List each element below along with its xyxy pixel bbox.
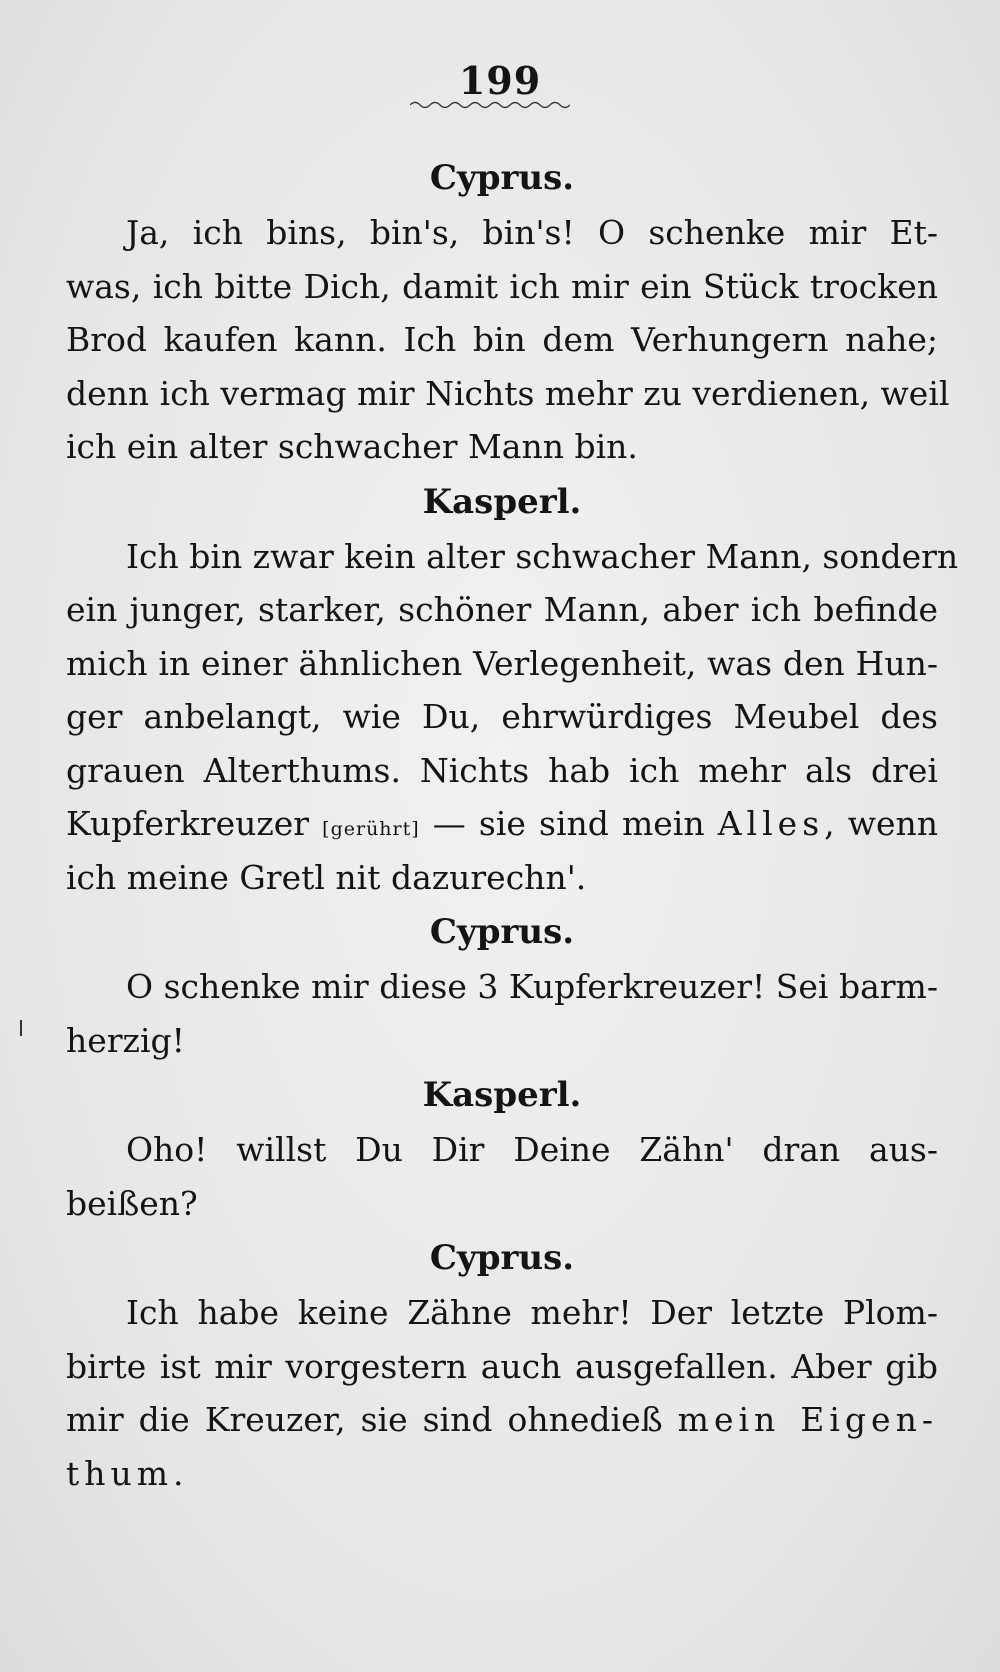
speech-block bbox=[66, 960, 938, 1067]
text-segment: — sie sind mein bbox=[419, 804, 718, 843]
text-line bbox=[66, 1447, 938, 1501]
speaker-name: Cyprus. bbox=[429, 158, 575, 198]
text-line: ger anbelangt, wie Du, ehrwürdiges Meubel des bbox=[66, 697, 938, 736]
speech-block bbox=[66, 530, 959, 905]
speaker-name: Kasperl. bbox=[422, 1075, 582, 1115]
text-line: beißen? bbox=[66, 1183, 198, 1223]
speech-block bbox=[66, 206, 950, 474]
text-line: grauen Alterthums. Nichts hab ich mehr als drei bbox=[66, 750, 938, 790]
text-line: denn ich vermag mir Nichts mehr zu verdienen, weil bbox=[66, 373, 950, 413]
emphasized-text: thum. bbox=[66, 1453, 189, 1493]
text-line: herzig! bbox=[66, 1020, 185, 1060]
text-line: Ja, ich bins, bin's, bin's! O schenke mir Et- bbox=[126, 213, 938, 252]
stage-direction: [gerührt] bbox=[322, 818, 420, 840]
text-line: ich meine Gretl nit dazurechn'. bbox=[66, 857, 587, 897]
text-segment: mir die Kreuzer, sie sind ohnedieß bbox=[66, 1400, 678, 1439]
text-line: mich in einer ähnlichen Verlegenheit, was den Hun- bbox=[66, 643, 938, 683]
speaker-name: Cyprus. bbox=[429, 912, 575, 952]
speaker-name: Kasperl. bbox=[422, 481, 582, 522]
text-line bbox=[66, 797, 938, 851]
speech-block bbox=[66, 1286, 938, 1500]
text-line: ein junger, starker, schöner Mann, aber ich befinde bbox=[66, 590, 938, 629]
text-segment: Kupferkreuzer bbox=[66, 804, 323, 843]
speech-block bbox=[66, 1123, 938, 1230]
play-text bbox=[66, 150, 959, 1500]
text-line: birte ist mir vorgestern auch ausgefallen. Aber gib bbox=[66, 1346, 938, 1386]
page-number: 199 bbox=[458, 58, 542, 103]
margin-mark bbox=[20, 1020, 22, 1036]
text-line: was, ich bitte Dich, damit ich mir ein Stück trocken bbox=[66, 266, 938, 306]
text-line: Brod kaufen kann. Ich bin dem Verhungern nahe; bbox=[66, 320, 938, 359]
text-line bbox=[66, 1393, 938, 1447]
text-line: ich ein alter schwacher Mann bin. bbox=[66, 427, 638, 466]
text-line: Ich bin zwar kein alter schwacher Mann, sondern bbox=[126, 536, 959, 576]
text-line: Ich habe keine Zähne mehr! Der letzte Plom- bbox=[126, 1293, 938, 1332]
text-line: O schenke mir diese 3 Kupferkreuzer! Sei barm- bbox=[126, 967, 938, 1006]
text-segment: , wenn bbox=[824, 804, 938, 843]
speaker-name: Cyprus. bbox=[429, 1238, 575, 1278]
emphasized-text: Alles bbox=[717, 804, 825, 843]
wavy-rule-ornament bbox=[410, 100, 570, 110]
text-line: Oho! willst Du Dir Deine Zähn' dran aus- bbox=[126, 1130, 938, 1169]
emphasized-text: mein Eigen- bbox=[677, 1400, 938, 1439]
